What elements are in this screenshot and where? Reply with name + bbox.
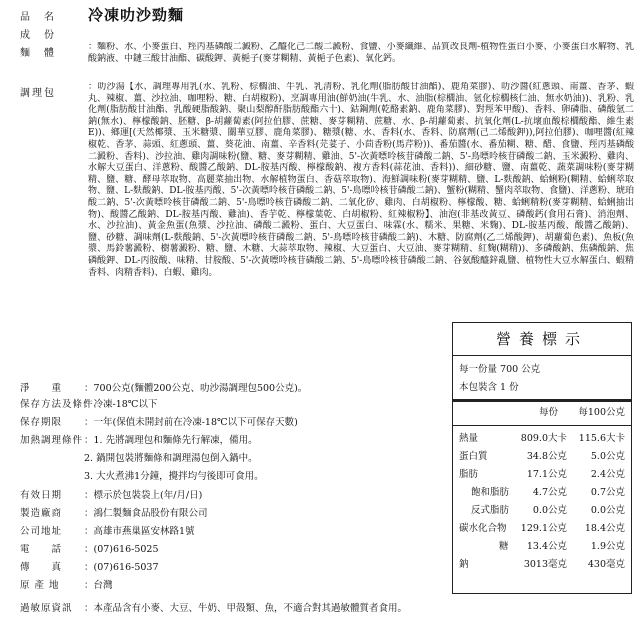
meta-row: 過敏原資訊 ：本產品含有小麥、大豆、牛奶、甲殼類、魚，不適合對其過敏體質者食用。 [20, 603, 408, 614]
nutrition-table [452, 322, 632, 594]
meta-row: 3. 大火煮沸1分鐘，攪拌均勻後即可食用。 [84, 471, 264, 482]
meta-row: 保存方法及條件：冷凍-18℃以下 [20, 399, 158, 410]
meta-row: 加熱調理條件：1. 先將調理包和麵條先行解凍，備用。 [20, 435, 258, 446]
nutrition-row: 蛋白質 34.8公克 5.0公克 [459, 451, 625, 462]
nutrition-row: 熱量 809.0大卡 115.6大卡 [459, 433, 625, 444]
nutrition-row: 碳水化合物 129.1公克 18.4公克 [459, 523, 625, 534]
meta-row: 2. 鍋開包裝將麵條和調理湯包倒入鍋中。 [84, 453, 258, 464]
meta-row: 有效日期 ：標示於包裝袋上(年/月/日) [20, 490, 203, 501]
sauce-ingredients: ：叻沙湯【水、調理專用乳(水、乳粉、棕櫚油、牛乳、乳清粉、乳化劑(脂肪酸甘油酯)、鹿角菜膠)、叻沙醬(紅蔥頭、南薑、香茅、蝦丸、辣椒、薑、沙拉油、咖哩粉、糖、白胡椒粉)、烹調專用油(鮮奶油(牛乳、水、油脂(棕櫚油、氫化棕櫚核仁油、無水奶油))、乳粉、乳化劑(脂肪酸甘油酯、乳酸硬脂酸鈉、聚山梨醇酐脂肪酸酯六十)、鈷鋼劑(乾酪素鈉、鹿角菜膠)、對羥苯甲酸)、香料、卵磷脂、磷酸氫二鈉(無水)、檸檬酸鈉、胚糖、β-胡蘿蔔素(阿拉伯膠、蔗糖、麥芽糊精、蔗糖、水、β-胡蘿蔔素、抗氧化劑(L-抗壞血酸棕櫚酸酯、維生素E))、鄉運[(天然椰漿、玉米糖漿、關華豆膠、鹿角菜膠)、糖漿(糖、水、香料(水、香料、防腐劑(己二烯酸鉀)),阿拉伯膠)、咖哩醬(紅辣椒乾、香茅、蒜頭、紅蔥頭、薑、葵花油、南薑、辛香料(芫荽子、小茴香粉(馬芹粉))、番茄醬(水、番茄糊、糖、醋、食鹽、羥丙基磷酸二澱粉、香料)、沙拉油、雞肉調味粉(鹽、糖、麥芽糊精、雞油、5'-次黃嘌呤核苷磷酸二鈉、5'-鳥嘌呤核苷磷酸二鈉、玉米澱粉、雞肉、水解大豆蛋白、洋蔥粉、酸醬乙酸鈉、DL-胺基丙酸、檸檬酸鈉、複方香料(蒜花油、香料))、細砂糖、鹽、南薑乾、蔬菜調味粉(麥芽糊精、鹽、糖、酵母萃取物、高麗菜抽出物、水解植物蛋白、香菇萃取物)、海鮮調味粉(麥芽糊精、鹽、L-麩酸鈉、蛤蜊粉(糊精、蛤蜊萃取物、鹽、L-麩酸鈉、DL-胺基丙酸、5'-次黃嘌呤核苷磷酸二鈉、5'-鳥嘌呤核苷磷酸二鈉)、蟹粉(糊精、蟹肉萃取物、食鹽)、洋蔥粉、琥珀酸二鈉、5'-次黃嘌呤核苷磷酸二鈉、5'-鳥嘌呤核苷磷酸二鈉、二氧化矽、雞肉、白胡椒粉、檸檬酸、糖、蛤蜊精粉(麥芽糊精、蛤蜊抽出物)、酸醬乙酸鈉、DL-胺基丙酸、雞油)、香芋乾、檸檬葉乾、白胡椒粉、紅辣椒粉】、油泡(非基改黃豆、磷酸鈣(食用石膏)、消泡劑、水、沙拉油)、黃金魚蛋(魚漿、沙拉油、磷酸二澱粉、蛋白、大豆蛋白、味霖(水、糯米、果糖、米麴)、DL-胺基丙酸、酸醬乙酸鈉)、鹽、砂糖、調味劑(L-麩酸鈉、5'-次黃嘌呤核苷磷酸二鈉、5'-鳥嘌呤核苷磷酸二鈉)、木糖、防腐劑(乙二烯酸鉀)、胡蘿蔔色素)、魚板(魚漿、馬鈴薯澱粉、樹薯澱粉、糖、鹽、木糖、大蒜萃取物、辣椒、大豆蛋白、大豆油、麥芽糊精、紅麴(糊精))、多磷酸鈉、焦磷酸鈉、焦磷酸鉀、DL-丙胺酸、味精、甘胺酸、5'-次黃嘌呤核苷磷酸二鈉、5'-鳥嘌呤核苷磷酸二鈉、谷氨酸醯鋅亂鹽、植物性大豆水解蛋白、蝦精香料、肉精香料)、白蝦、雞肉。 [88, 82, 634, 278]
divider [453, 399, 631, 402]
servings-per-package: 本包裝含 1 份 [459, 382, 519, 393]
product-name: 冷凍叻沙勁麵 [88, 6, 185, 24]
divider [453, 425, 631, 426]
product-name-label: 品 名 [20, 12, 56, 23]
meta-row: 公司地址 ：高雄市燕巢區安林路1號 [20, 526, 195, 537]
nutrition-row: 鈉 3013毫克 430毫克 [459, 559, 625, 570]
meta-row: 原 產 地 ：台灣 [20, 580, 113, 591]
meta-row: 電 話 ：(07)616-5025 [20, 544, 159, 555]
meta-row: 製造廠商 ：鴻仁製麵食品股份有限公司 [20, 508, 208, 519]
meta-row: 淨 重 ：700公克(麵體200公克、叻沙湯調理包500公克)。 [20, 383, 308, 394]
meta-row: 保存期限 ：一年(保值未開封前在冷凍-18℃以下可保存天數) [20, 417, 298, 428]
sauce-label: 調理包 [20, 88, 56, 99]
per-serving: 每一份量 700 公克 [459, 364, 541, 375]
noodle-label: 麵 體 [20, 48, 56, 59]
nutrition-row: 糖 13.4公克 1.9公克 [499, 541, 625, 552]
col-serving: 每份 [539, 407, 559, 418]
column-headers [453, 405, 631, 421]
meta-row: 傳 真 ：(07)616-5037 [20, 562, 159, 573]
nutrition-row: 反式脂肪 0.0公克 0.0公克 [471, 505, 625, 516]
ingredients-label: 成 份 [20, 30, 56, 41]
nutrition-title: 營養標示 [453, 323, 631, 356]
col-100g: 每100公克 [578, 407, 625, 418]
nutrition-row: 飽和脂肪 4.7公克 0.7公克 [471, 487, 625, 498]
noodle-ingredients: ：麵粉、水、小麥蛋白、羥丙基磷酸二澱粉、乙醯化己二酸二澱粉、食鹽、小麥纖維、品質改良劑-植物性蛋白小麥、小麥蛋白水解物、乳酸鈉液、中鏈三酸甘油酯、碳酸鉀、黃梔子(麥芽糊精、黃梔子色素)、氧化鈣。 [88, 42, 634, 64]
nutrition-row: 脂肪 17.1公克 2.4公克 [459, 469, 625, 480]
